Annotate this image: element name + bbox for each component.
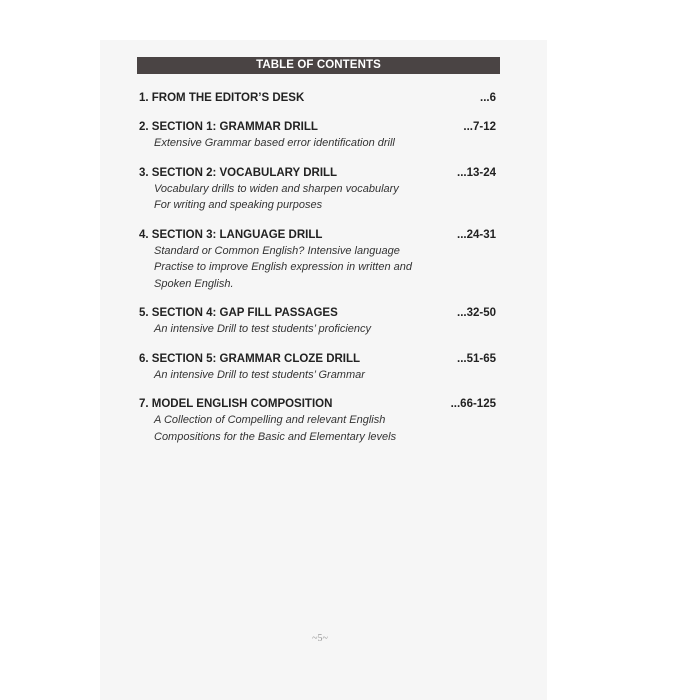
description-line: Practise to improve English expression in written and [154,261,413,273]
entry-pages: ...51-65 [457,352,496,365]
toc-header: TABLE OF CONTENTS [137,57,500,74]
description-line: Spoken English. [154,277,234,290]
entry-description [139,181,500,214]
description-line: Standard or Common English? Intensive language [154,244,400,257]
toc-entry-grammar-drill [139,119,500,152]
entry-title: 6. SECTION 5: GRAMMAR CLOZE DRILL [139,352,361,365]
page-number: ~5~ [312,633,328,644]
toc-entry-vocabulary-drill [139,165,500,214]
entry-title: 5. SECTION 4: GAP FILL PASSAGES [139,307,338,319]
entry-title: 3. SECTION 2: VOCABULARY DRILL [139,166,338,179]
toc-entry-language-drill [139,227,500,293]
description-line: Vocabulary drills to widen and sharpen vocabulary [154,182,399,195]
description-line: For writing and speaking purposes [154,199,323,211]
entry-title: 2. SECTION 1: GRAMMAR DRILL [139,121,318,133]
entry-description [139,321,500,338]
entry-pages: ...7-12 [463,121,496,133]
description-line: A Collection of Compelling and relevant English [154,414,386,426]
description-line: Compositions for the Basic and Elementary levels [154,430,397,443]
description-line: An intensive Drill to test students’ proficiency [154,323,372,335]
entry-pages: ...6 [480,92,496,104]
entry-pages: ...66-125 [450,398,496,410]
entry-description [139,243,500,293]
toc-entry-editors-desk [139,90,500,106]
description-line: An intensive Drill to test students’ Grammar [154,368,365,381]
entry-title: 7. MODEL ENGLISH COMPOSITION [139,398,333,410]
entry-pages: ...24-31 [457,228,496,241]
entry-title: 4. SECTION 3: LANGUAGE DRILL [139,228,323,241]
entry-title: 1. FROM THE EDITOR’S DESK [139,92,305,104]
description-line: Extensive Grammar based error identification drill [154,137,395,149]
toc-list [139,90,500,458]
toc-entry-model-english-composition [139,396,500,445]
toc-entry-grammar-cloze-drill [139,351,500,384]
entry-pages: ...32-50 [457,307,496,319]
entry-description [139,367,500,384]
entry-pages: ...13-24 [457,166,496,179]
entry-description [139,135,500,152]
entry-description [139,412,500,445]
toc-entry-gap-fill-passages [139,305,500,338]
